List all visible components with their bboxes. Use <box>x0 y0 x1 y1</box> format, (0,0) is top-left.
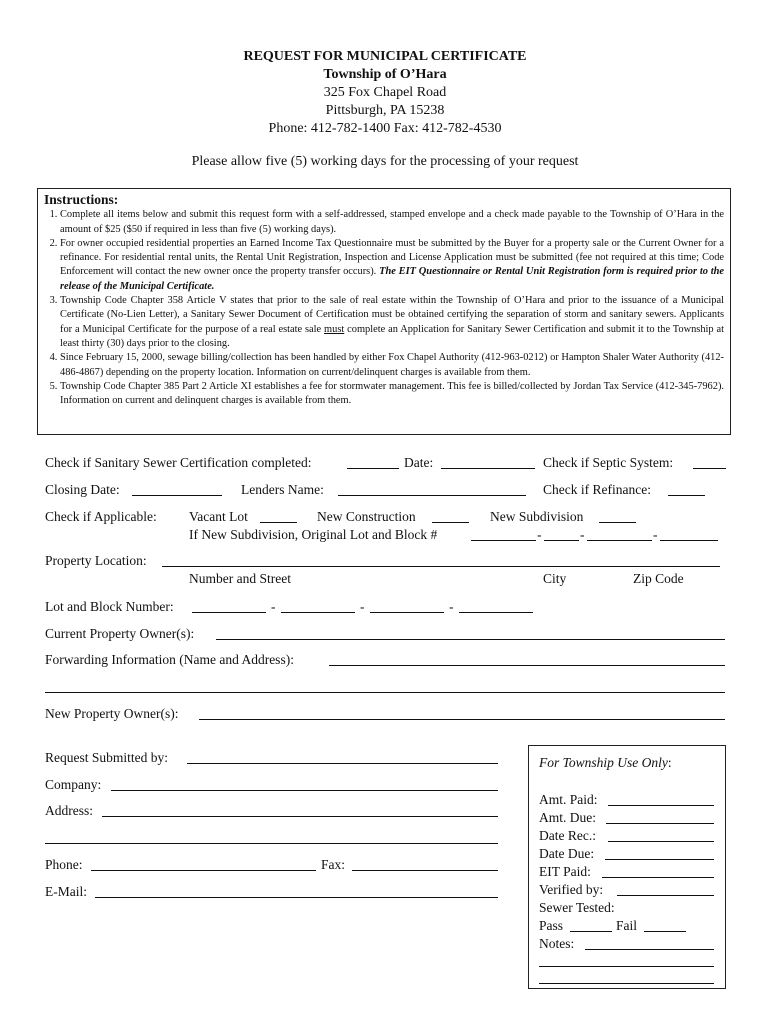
address-label: Address: <box>45 803 93 818</box>
property-location-field[interactable] <box>162 566 720 567</box>
original-lot-block-label: If New Subdivision, Original Lot and Block # <box>189 527 438 542</box>
date-rec-field[interactable] <box>608 841 714 842</box>
sewer-tested-label: Sewer Tested: <box>539 900 615 915</box>
sanitary-sewer-check-field[interactable] <box>347 468 399 469</box>
fax-label: Fax: <box>321 857 346 872</box>
street-caption: Number and Street <box>189 571 291 586</box>
lot-block-number-label: Lot and Block Number: <box>45 599 174 614</box>
forwarding-info-field-2[interactable] <box>45 692 725 693</box>
form-title: REQUEST FOR MUNICIPAL CERTIFICATE <box>243 49 527 64</box>
request-submitted-field[interactable] <box>187 763 498 764</box>
email-field[interactable] <box>95 897 498 898</box>
township-address-line2: Pittsburgh, PA 15238 <box>325 103 445 118</box>
lot-dash-2: - <box>580 527 585 542</box>
lot-block-field-1[interactable] <box>192 612 266 613</box>
township-use-box <box>528 745 726 989</box>
original-lot-field-1[interactable] <box>471 540 536 541</box>
date-field[interactable] <box>441 468 535 469</box>
must-emphasis: must <box>324 323 345 335</box>
refinance-check-field[interactable] <box>668 495 705 496</box>
amt-paid-label: Amt. Paid: <box>539 792 598 807</box>
date-due-field[interactable] <box>605 859 714 860</box>
check-applicable-label: Check if Applicable: <box>45 509 157 524</box>
instruction-item-1: 1. Complete all items below and submit this request form with a self-addressed, stamped envelope and a check made payable to the Township of O’Hara in the amount of $25 ($50 if required in less than five (5) working days). <box>60 208 724 237</box>
lenders-name-field[interactable] <box>338 495 526 496</box>
fail-label: Fail <box>616 918 638 933</box>
city-caption: City <box>543 571 567 586</box>
eit-paid-label: EIT Paid: <box>539 864 591 879</box>
new-construction-check-field[interactable] <box>432 522 469 523</box>
notes-field-2[interactable] <box>539 966 714 967</box>
vacant-lot-check-field[interactable] <box>260 522 297 523</box>
property-location-label: Property Location: <box>45 553 147 568</box>
instruction-item-2: 2. For owner occupied residential properties an Earned Income Tax Questionnaire must be submitted by the Buyer for a property sale or the Current Owner for a refinance. For residential rental units, the Rental Unit Registration, Inspection and License Application must be submitted (fee not required at this time; Code Enforcement will contact the new owner once the property transfer occurs). The EIT Questionnaire or Rental Unit Registration form is required prior to the release of the Municipal Certificate. <box>60 237 724 294</box>
eit-requirement-note: The EIT Questionnaire or Rental Unit Registration form is required prior to the release of the Municipal Certificate. <box>60 266 724 292</box>
eit-paid-field[interactable] <box>602 877 714 878</box>
fax-field[interactable] <box>352 870 498 871</box>
instruction-item-4: 4. Since February 15, 2000, sewage billing/collection has been handled by either Fox Chapel Authority (412-963-0212) or Hampton Shaler Water Authority (412-486-4867) depending on the property location. Information on current/delinquent charges is available from them. <box>60 351 724 380</box>
request-submitted-label: Request Submitted by: <box>45 750 168 765</box>
date-rec-label: Date Rec.: <box>539 828 596 843</box>
instructions-box <box>37 188 731 435</box>
septic-system-check-field[interactable] <box>693 468 726 469</box>
date-label: Date: <box>404 455 434 470</box>
township-address-line1: 325 Fox Chapel Road <box>323 85 447 100</box>
current-owner-label: Current Property Owner(s): <box>45 626 195 641</box>
lenders-name-label: Lenders Name: <box>241 482 324 497</box>
pass-label: Pass <box>539 918 564 933</box>
original-lot-field-2[interactable] <box>544 540 579 541</box>
lot-dash-3: - <box>653 527 658 542</box>
septic-system-label: Check if Septic System: <box>543 455 674 470</box>
township-phone-fax: Phone: 412-782-1400 Fax: 412-782-4530 <box>268 121 502 136</box>
instructions-list <box>44 208 724 408</box>
notes-field[interactable] <box>585 949 714 950</box>
verified-by-field[interactable] <box>617 895 714 896</box>
notes-label: Notes: <box>539 936 575 951</box>
phone-label: Phone: <box>45 857 83 872</box>
verified-by-label: Verified by: <box>539 882 604 897</box>
instruction-item-5: 5. Township Code Chapter 385 Part 2 Article XI establishes a fee for stormwater management. This fee is billed/collected by Jordan Tax Service (412-345-7962). Information on current and delinquent charges is available from them. <box>60 380 724 409</box>
closing-date-label: Closing Date: <box>45 482 120 497</box>
new-construction-label: New Construction <box>317 509 416 524</box>
forwarding-info-field[interactable] <box>329 665 725 666</box>
processing-notice: Please allow five (5) working days for the processing of your request <box>191 154 579 169</box>
amt-due-field[interactable] <box>606 823 714 824</box>
amt-due-label: Amt. Due: <box>539 810 596 825</box>
lot-block-dash-3: - <box>449 599 454 614</box>
new-subdivision-check-field[interactable] <box>599 522 636 523</box>
lot-block-field-4[interactable] <box>459 612 533 613</box>
current-owner-field[interactable] <box>216 639 725 640</box>
lot-block-dash-2: - <box>360 599 365 614</box>
address-field-2[interactable] <box>45 843 498 844</box>
address-field[interactable] <box>102 816 498 817</box>
notes-field-3[interactable] <box>539 983 714 984</box>
date-due-label: Date Due: <box>539 846 595 861</box>
lot-block-dash-1: - <box>271 599 276 614</box>
email-label: E-Mail: <box>45 884 87 899</box>
company-field[interactable] <box>111 790 498 791</box>
township-use-title: For Township Use Only: <box>539 755 672 770</box>
pass-field[interactable] <box>570 931 612 932</box>
lot-dash-1: - <box>537 527 542 542</box>
township-name: Township of O’Hara <box>323 67 447 82</box>
instructions-title: Instructions: <box>44 192 119 207</box>
new-subdivision-label: New Subdivision <box>490 509 584 524</box>
original-lot-field-3[interactable] <box>587 540 652 541</box>
amt-paid-field[interactable] <box>608 805 714 806</box>
original-lot-field-4[interactable] <box>660 540 718 541</box>
instruction-item-3: 3. Township Code Chapter 358 Article V states that prior to the sale of real estate within the Township of O’Hara and prior to the issuance of a Municipal Certificate (No-Lien Letter), a Sanitary Sewer Document of Certification must be obtained certifying the separation of storm and sanitary sewers. Applicants for a Municipal Certificate for the purpose of a real estate sale must complete an Application for Sanitary Sewer Certification and submit it to the Township at least thirty (30) days prior to the closing. <box>60 294 724 351</box>
sanitary-sewer-label: Check if Sanitary Sewer Certification completed: <box>45 455 312 470</box>
new-owner-label: New Property Owner(s): <box>45 706 179 721</box>
company-label: Company: <box>45 777 102 792</box>
closing-date-field[interactable] <box>132 495 222 496</box>
zip-caption: Zip Code <box>633 571 684 586</box>
lot-block-field-3[interactable] <box>370 612 444 613</box>
refinance-label: Check if Refinance: <box>543 482 651 497</box>
phone-field[interactable] <box>91 870 316 871</box>
lot-block-field-2[interactable] <box>281 612 355 613</box>
new-owner-field[interactable] <box>199 719 725 720</box>
vacant-lot-label: Vacant Lot <box>189 509 248 524</box>
forwarding-info-label: Forwarding Information (Name and Address): <box>45 652 294 667</box>
fail-field[interactable] <box>644 931 686 932</box>
